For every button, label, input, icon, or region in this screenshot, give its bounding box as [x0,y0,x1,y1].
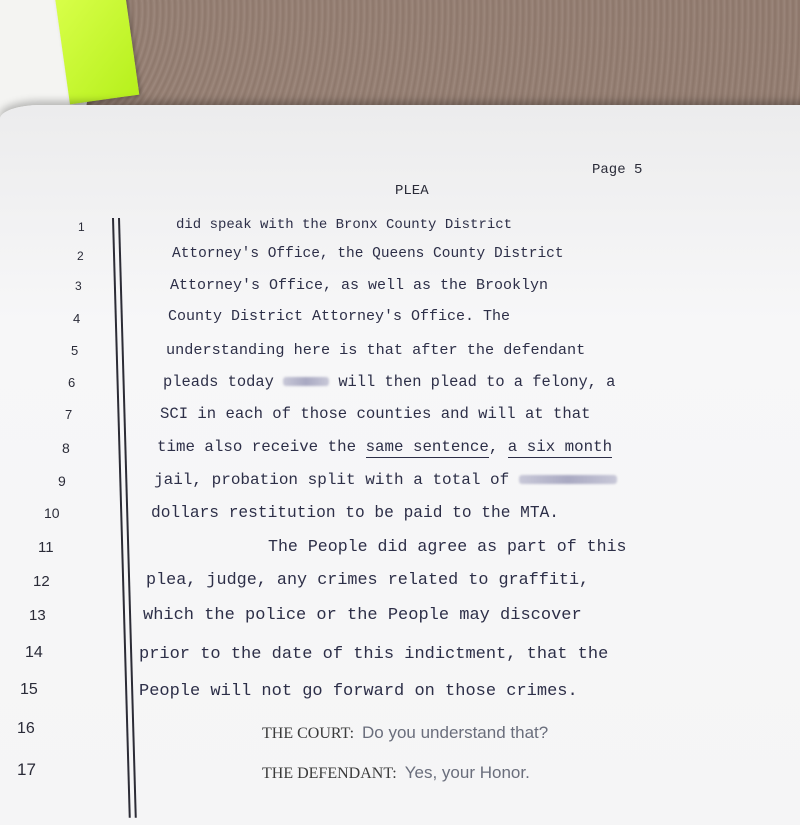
line-number: 8 [62,440,70,456]
line-number: 6 [68,375,76,390]
underlined-phrase: a six month [507,438,613,456]
line-number: 2 [77,249,84,263]
transcript-line: jail, probation split with a total of [154,471,617,489]
transcript-line: time also receive the same sentence, a six month [157,438,613,456]
transcript-line: People will not go forward on those crimes. [139,682,578,701]
speaker-label: THE COURT: [262,725,355,742]
transcript-line: which the police or the People may discover [143,606,582,625]
transcript-line: Attorney's Office, as well as the Brooklyn [170,277,549,294]
redacted-amount [519,475,617,484]
line-number: 10 [44,505,60,521]
transcript-line: dollars restitution to be paid to the MTA. [151,504,559,522]
section-title: PLEA [395,183,429,199]
transcript-line: Attorney's Office, the Queens County District [172,246,564,262]
court-line: THE COURT: Do you understand that? [262,723,549,742]
page-number: Page 5 [592,162,643,178]
transcript-line: The People did agree as part of this [268,537,627,556]
transcript-line: SCI in each of those counties and will at that [160,405,591,423]
transcript-line: pleads today will then plead to a felony, a [163,373,616,391]
transcript-line: did speak with the Bronx County District [176,217,513,233]
transcript-line: prior to the date of this indictment, that the [139,645,609,664]
line-number: 16 [17,720,35,737]
line-number: 15 [20,681,38,698]
line-number: 9 [58,473,66,489]
sticky-note [55,0,140,104]
line-number: 14 [25,644,43,661]
line-number: 13 [29,607,46,624]
transcript-line: plea, judge, any crimes related to graffiti, [146,571,590,590]
line-number: 3 [75,279,82,293]
line-number: 5 [71,343,79,358]
line-number: 1 [78,220,85,234]
line-number: 17 [17,760,36,779]
line-number: 12 [33,573,50,590]
speaker-label: THE DEFENDANT: [262,765,397,782]
transcript-line: understanding here is that after the defendant [166,341,586,359]
line-number: 4 [73,311,81,326]
redacted-name [283,377,329,386]
line-number: 11 [38,539,54,556]
line-number: 7 [65,407,73,422]
transcript-line: County District Attorney's Office. The [168,308,511,325]
defendant-line: THE DEFENDANT: Yes, your Honor. [262,763,530,782]
underlined-phrase: same sentence [365,438,489,456]
